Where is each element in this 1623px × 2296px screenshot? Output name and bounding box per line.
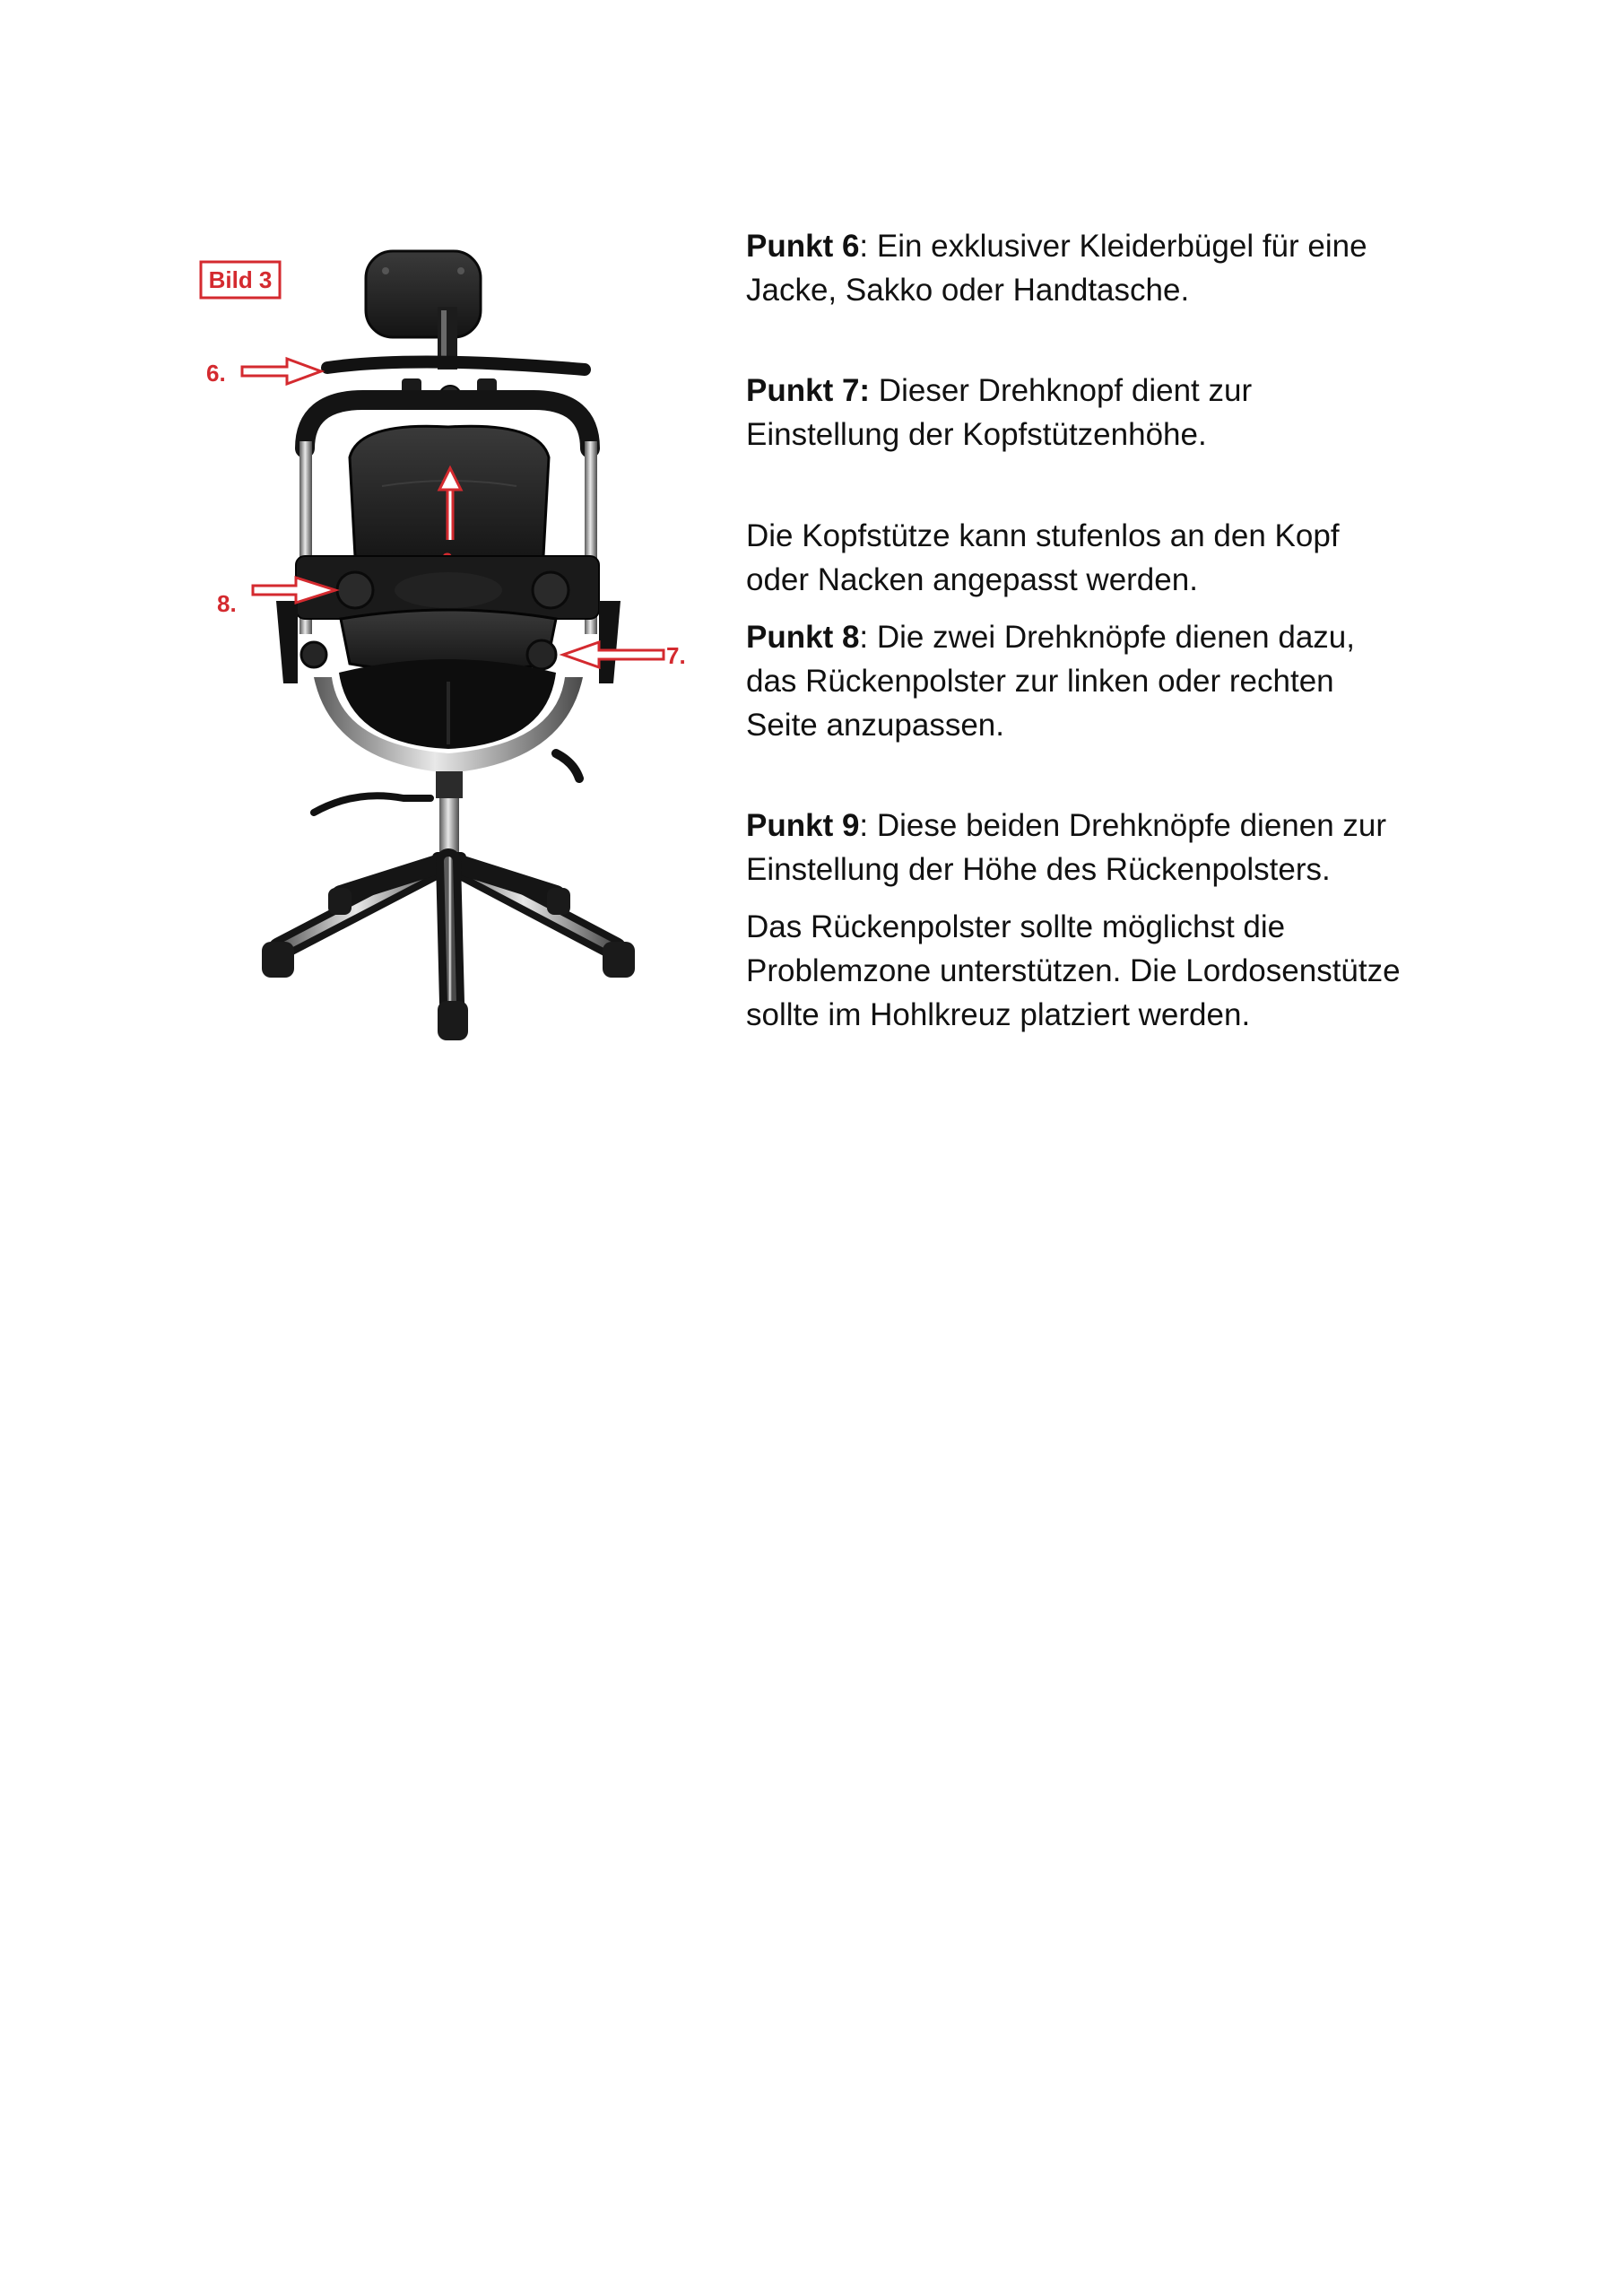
paragraph-label: Punkt 8 — [746, 620, 860, 655]
marker-arrow-6 — [206, 359, 321, 387]
paragraph-backrest-note — [746, 905, 1481, 1037]
paragraph-punkt-7 — [746, 369, 1481, 457]
office-chair-illustration — [179, 224, 717, 1049]
paragraph-punkt-9 — [746, 804, 1481, 891]
marker-label-9: 7. — [666, 642, 686, 669]
figure-tag-text: Bild 3 — [208, 266, 273, 293]
paragraph-text: : Die zwei Drehknöpfe dienen dazu, das Rückenpolster zur linken oder rechten Seite anzupassen. — [746, 620, 1355, 743]
paragraph-text: : Diese beiden Drehknöpfe dienen zur Einstellung der Höhe des Rückenpolsters. — [746, 808, 1387, 887]
paragraph-punkt-6 — [746, 224, 1481, 312]
paragraph-text: Dieser Drehknopf dient zur Einstellung der Kopfstützenhöhe. — [746, 373, 1253, 452]
paragraph-text: Die Kopfstütze kann stufenlos an den Kopf oder Nacken angepasst werden. — [746, 518, 1340, 597]
paragraph-headrest-note — [746, 514, 1481, 602]
paragraph-label: Punkt 6 — [746, 229, 860, 264]
paragraph-punkt-8 — [746, 615, 1481, 747]
hanger-bar — [327, 361, 585, 370]
instructions-column — [746, 224, 1481, 1037]
figure-tag — [201, 262, 280, 298]
paragraph-label: Punkt 9 — [746, 808, 860, 843]
marker-label-6: 6. — [206, 360, 226, 387]
marker-arrow-9 — [563, 642, 686, 669]
marker-label-8: 8. — [217, 590, 237, 617]
paragraph-label: Punkt 7: — [746, 373, 871, 408]
paragraph-text: : Ein exklusiver Kleiderbügel für eine Jacke, Sakko oder Handtasche. — [746, 229, 1367, 308]
paragraph-text: Das Rückenpolster sollte möglichst die Problemzone unterstützen. Die Lordosenstütze sollte im Hohlkreuz platziert werden. — [746, 909, 1401, 1032]
chair-figure — [179, 224, 717, 1049]
chair-base — [262, 861, 635, 1040]
headrest — [366, 251, 481, 370]
